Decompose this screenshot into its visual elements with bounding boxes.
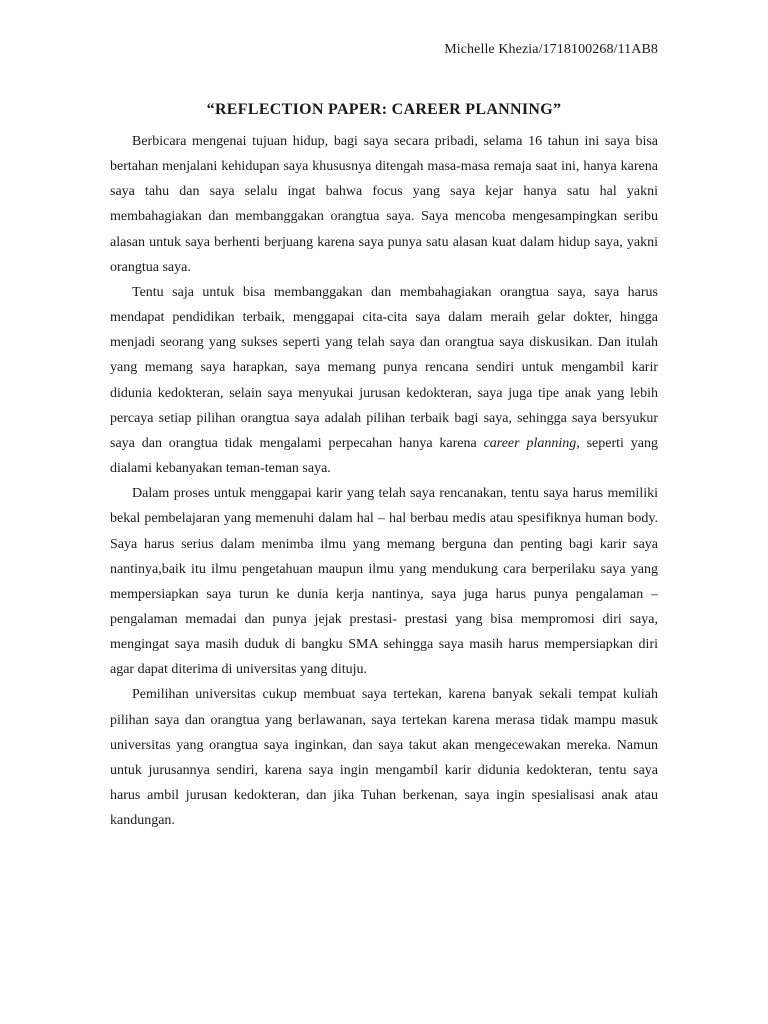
author-header: Michelle Khezia/1718100268/11AB8 xyxy=(444,42,658,57)
paragraph-4: Pemilihan universitas cukup membuat saya tertekan, karena banyak sekali tempat kuliah pilihan saya dan orangtua yang berlawanan, saya tertekan karena merasa tidak mampu masuk universitas yang orangtua saya inginkan, dan saya takut akan mengecewakan mereka. Namun untuk jurusannya sendiri, karena saya ingin mengambil karir didunia kedokteran, tentu saya harus ambil jurusan kedokteran, dan jika Tuhan berkenan, saya ingin spesialisasi anak atau kandungan. xyxy=(110,687,658,829)
paragraph-2-text-after: seperti yang dialami kebanyakan teman-teman saya. xyxy=(110,435,658,477)
document-body xyxy=(110,129,658,833)
paragraph-2-emphasis: career planning, xyxy=(483,435,580,451)
paragraph-1: Berbicara mengenai tujuan hidup, bagi saya secara pribadi, selama 16 tahun ini saya bisa bertahan menjalani kehidupan saya khususnya ditengah masa-masa remaja saat ini, hanya karena saya tahu dan saya selalu ingat bahwa focus yang saya kejar hanya satu hal yakni membahagiakan dan membanggakan orangtua saya. Saya mencoba mengesampingkan seribu alasan untuk saya berhenti berjuang karena saya punya satu alasan kuat dalam hidup saya, yakni orangtua saya. xyxy=(110,134,658,275)
paragraph-3: Dalam proses untuk menggapai karir yang telah saya rencanakan, tentu saya harus memiliki bekal pembelajaran yang memenuhi dalam hal – hal berbau medis atau spesifiknya human body. Saya harus serius dalam menimba ilmu yang memang berguna dan penting bagi karir saya nantinya,baik itu ilmu pengetahuan maupun ilmu yang mendukung cara berperilaku saya yang mempersiapkan saya turun ke dunia kerja nantinya, saya juga harus punya pengalaman – pengalaman memadai dan punya jejak prestasi- prestasi yang bisa mempromosi diri saya, mengingat saya masih duduk di bangku SMA sehingga saya masih harus mempersiapkan diri agar dapat diterima di universitas yang dituju. xyxy=(110,486,658,678)
paragraph-2-text-before: Tentu saja untuk bisa membanggakan dan membahagiakan orangtua saya, saya harus mendapat pendidikan terbaik, menggapai cita-cita saya dalam meraih gelar dokter, hingga menjadi seorang yang sukses seperti yang telah saya dan orangtua saya diskusikan. Dan itulah yang memang saya harapkan, saya memang punya rencana sendiri untuk mengambil karir didunia kedokteran, selain saya menyukai jurusan kedokteran, saya juga tipe anak yang lebih percaya setiap pilihan orangtua saya adalah pilihan terbaik bagi saya, sehingga saya bersyukur saya dan orangtua tidak mengalami perpecahan hanya karena xyxy=(110,284,658,451)
paragraph-2 xyxy=(110,280,658,481)
document-title: “REFLECTION PAPER: CAREER PLANNING” xyxy=(206,101,562,118)
